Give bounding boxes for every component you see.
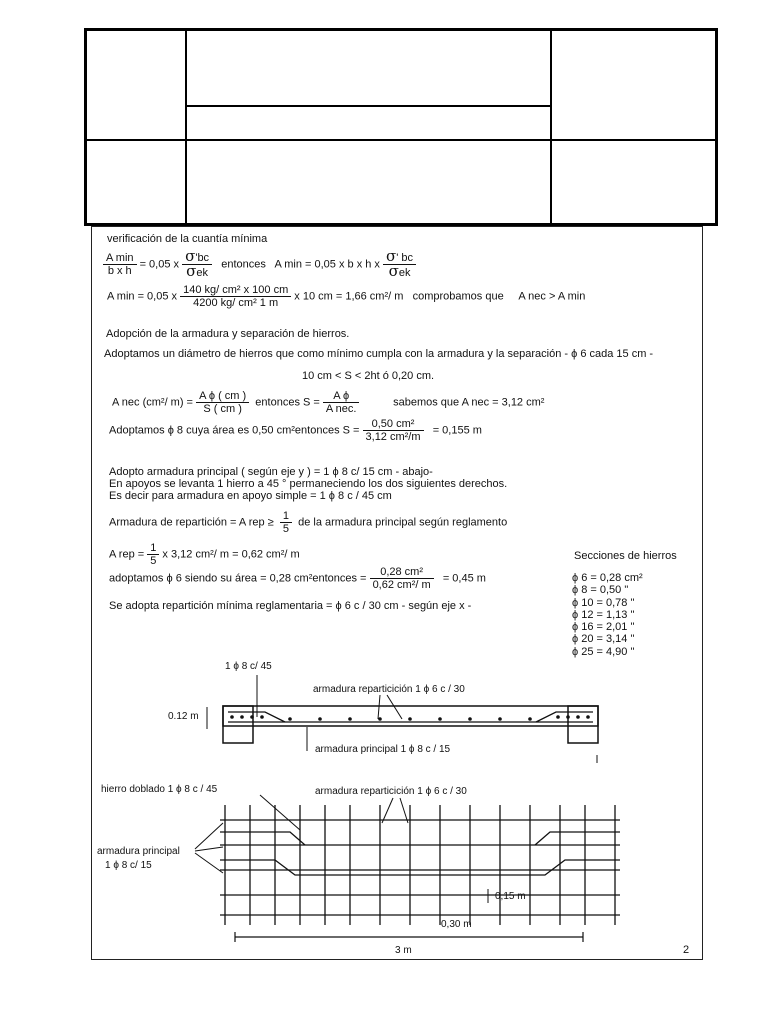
fraction-num: A ϕ	[323, 390, 360, 403]
spacing-limit: 10 cm < S < 2ht ó 0,20 cm.	[302, 370, 435, 382]
equation-text: = 0,05 x	[139, 258, 180, 271]
header-table	[84, 28, 718, 226]
equation-text: de la armadura principal según reglamento	[298, 516, 508, 529]
paragraph-adoptamos: Adoptamos un diámetro de hierros que como mínimo cumpla con la armadura y la separación - ϕ 6 cada 15 cm -	[104, 348, 654, 360]
header-divider	[87, 139, 715, 141]
fraction-num: 0,28 cm²	[370, 566, 434, 579]
equation-text: entonces S =	[255, 396, 320, 409]
fraction-num: 140 kg/ cm² x 100 cm	[180, 284, 291, 297]
page-number: 2	[683, 944, 690, 956]
equation-text: Adoptamos ϕ 8 cuya área es 0,50 cm²entonces S =	[109, 424, 360, 437]
diagram-label-thickness: 0.12 m	[168, 711, 199, 722]
equation-arep	[109, 542, 300, 567]
equation-text: A min = 0,05 x b x h x	[274, 258, 380, 271]
fraction-den: ek	[398, 267, 411, 279]
fraction-num: 1	[147, 542, 159, 555]
fraction-den: 0,62 cm²/ m	[372, 579, 431, 591]
fraction-num: A min	[103, 252, 137, 265]
equation-anec	[112, 390, 544, 415]
paragraph-principal-2: En apoyos se levanta 1 hierro a 45 ° permaneciendo los dos siguientes derechos.	[109, 478, 508, 490]
equation-adopt6	[109, 566, 486, 591]
equation-text: = 0,45 m	[442, 572, 486, 585]
slab-section-diagram	[150, 655, 610, 765]
fraction-num: 0,50 cm²	[363, 418, 424, 431]
diagram-label-principal: armadura principal 1 ϕ 8 c / 15	[315, 744, 451, 755]
header-divider	[185, 105, 550, 107]
paragraph-minima: Se adopta repartición mínima reglamentaria = ϕ 6 c / 30 cm - según eje x -	[109, 600, 472, 612]
equation-text: adoptamos ϕ 6 siendo su área = 0,28 cm²entonces =	[109, 572, 367, 585]
equation-text: A nec > A min	[518, 290, 586, 303]
fraction-den: A nec.	[325, 403, 357, 415]
equation-text: comprobamos que	[412, 290, 504, 303]
secciones-row: ϕ 20 = 3,14 "	[572, 633, 635, 646]
equation-text: Armadura de repartición = A rep ≥	[109, 516, 274, 529]
equation-text: A min = 0,05 x	[107, 290, 178, 303]
diagram-label-3m: 3 m	[395, 945, 412, 956]
fraction-den: S ( cm )	[203, 403, 242, 415]
secciones-row: ϕ 8 = 0,50 "	[572, 584, 629, 597]
equation-text: x 10 cm = 1,66 cm²/ m	[294, 290, 404, 303]
header-divider	[550, 31, 552, 223]
diagram-label-rep: armadura reparticición 1 ϕ 6 c / 30	[315, 786, 467, 797]
secciones-list	[572, 572, 643, 658]
fraction-num: ' bc	[396, 252, 414, 264]
paragraph-principal-1: Adopto armadura principal ( según eje y ) = 1 ϕ 8 c/ 15 cm - abajo-	[109, 466, 433, 478]
secciones-row: ϕ 25 = 4,90 "	[572, 645, 635, 658]
equation-text: A rep =	[109, 548, 145, 561]
diagram-label-015: 0,15 m	[495, 891, 526, 902]
diagram-label-principal-spec: 1 ϕ 8 c/ 15	[105, 860, 152, 871]
secciones-row: ϕ 10 = 0,78 "	[572, 596, 635, 609]
equation-text: A nec (cm²/ m) =	[112, 396, 193, 409]
diagram-label-principal: armadura principal	[97, 846, 180, 857]
equation-reparticion	[109, 510, 507, 535]
paragraph-principal-3: Es decir para armadura en apoyo simple = 1 ϕ 8 c / 45 cm	[109, 490, 392, 502]
fraction-den: 5	[150, 555, 157, 567]
equation-amin-value	[107, 284, 585, 309]
header-divider	[185, 31, 187, 223]
fraction-num: 'bc	[195, 252, 210, 264]
diagram-label-top: 1 ϕ 8 c/ 45	[225, 661, 272, 672]
fraction-num: A ϕ ( cm )	[196, 390, 249, 403]
fraction-den: ek	[196, 267, 209, 279]
fraction-den: 5	[282, 523, 289, 535]
equation-text: x 3,12 cm²/ m = 0,62 cm²/ m	[162, 548, 300, 561]
diagram-label-doblado: hierro doblado 1 ϕ 8 c / 45	[101, 784, 218, 795]
fraction-num: 1	[280, 510, 292, 523]
equation-amin: $\frac{\text{A min}}{\text{b x h}}$ = 0,05 x $\frac{\sigma'bc}{\text{σek}}$ entonces A min = 0,05 x b x h x $\frac{\sigma' bc}{\text{σek}}$	[103, 250, 416, 279]
secciones-row: ϕ 6 = 0,28 cm²	[572, 572, 643, 584]
fraction-den: 4200 kg/ cm² 1 m	[193, 297, 279, 309]
secciones-title: Secciones de hierros	[574, 550, 677, 562]
slab-plan-diagram	[95, 775, 695, 960]
secciones-row: ϕ 12 = 1,13 "	[572, 608, 635, 621]
equation-text: entonces	[221, 258, 266, 271]
section-title: verificación de la cuantía mínima	[107, 233, 268, 245]
fraction-den: 3,12 cm²/m	[365, 431, 421, 443]
diagram-label-rep: armadura reparticición 1 ϕ 6 c / 30	[313, 684, 465, 695]
equation-text: sabemos que A nec = 3,12 cm²	[393, 396, 545, 409]
equation-adopt8	[109, 418, 482, 443]
diagram-label-030: 0,30 m	[441, 919, 472, 930]
fraction-den: b x h	[107, 265, 132, 277]
equation-text: = 0,155 m	[432, 424, 482, 437]
secciones-row: ϕ 16 = 2,01 "	[572, 621, 635, 634]
heading-adopcion: Adopción de la armadura y separación de hierros.	[106, 328, 350, 340]
